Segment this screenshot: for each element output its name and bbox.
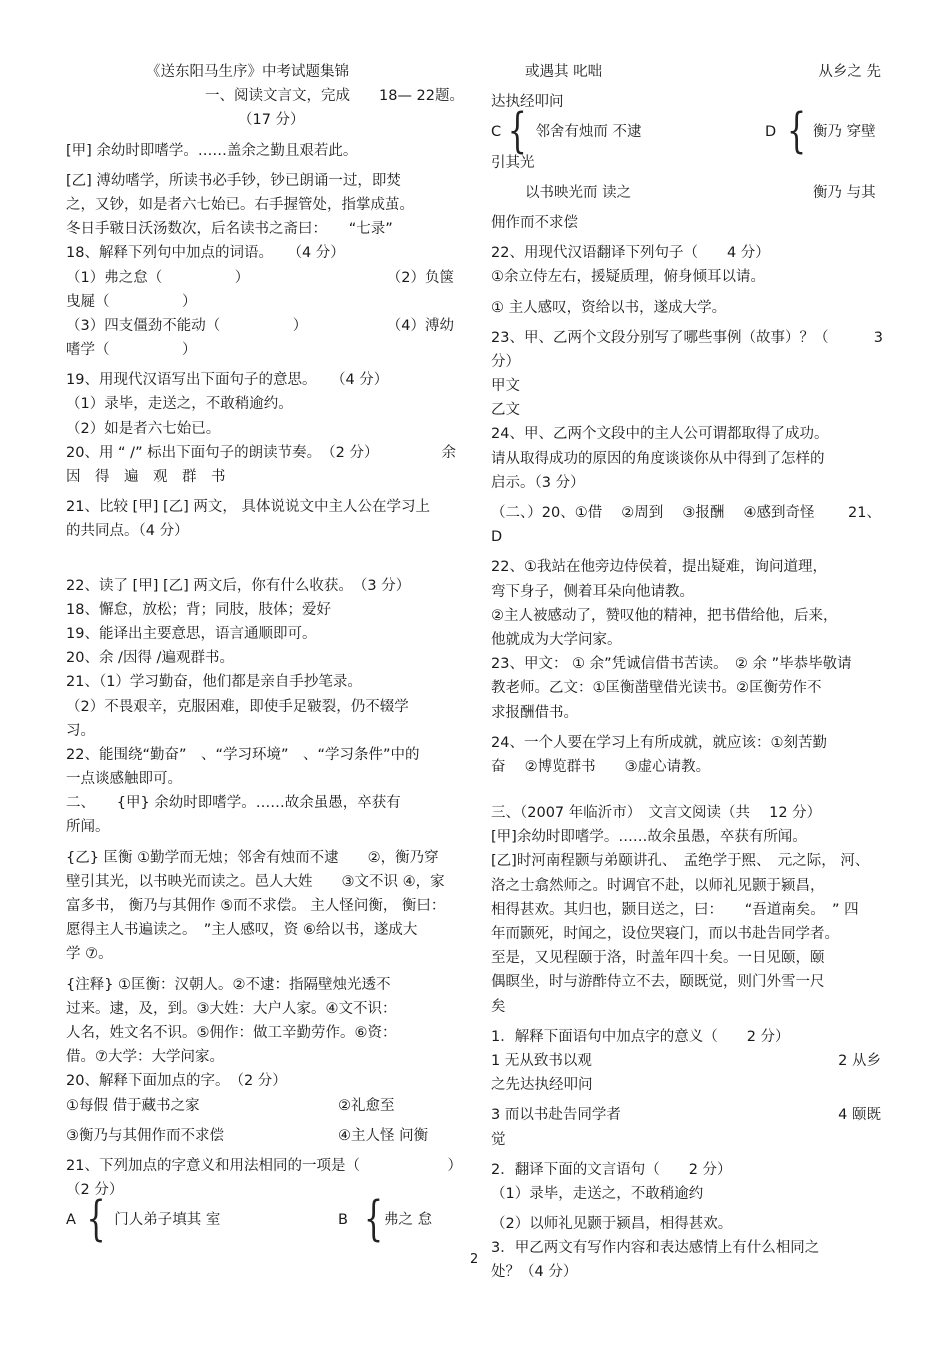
right-line: 达执经叩问: [491, 94, 564, 111]
answer-22-right-cont: 弯下身子，侧着耳朵向他请教。: [491, 583, 694, 600]
question-20-first-char: 余: [441, 444, 456, 461]
section-3-line: 洛之士翕然师之。时调官不赴，以师礼见颢于颍昌，: [491, 877, 825, 894]
passage-2-line: 愿得主人书遍读之。 ”主人感叹，资 ⑥给以书，遂成大: [66, 922, 418, 939]
passage-2-line: {乙} 匡衡 ①勤学而无烛；邻舍有烛而不逮 ②，衡乃穿: [66, 849, 439, 866]
question-18-item: [66, 266, 462, 290]
option-c-text: 邻舍有烛而 不逮: [535, 124, 642, 141]
options-c-d-row: [491, 103, 887, 160]
question-20b-row: ③衡乃与其佣作而不求偿 ④主人怪 问衡: [66, 1127, 429, 1144]
option-d-text: 衡乃 穿壁: [813, 124, 876, 141]
annotation-line: 借。⑦大学：大学问家。: [66, 1049, 224, 1066]
answer-23-right-cont: 求报酬借书。: [491, 704, 578, 721]
answer-20-right: （二、）20、①借 ②周到 ③报酬 ④感到奇怪 21、: [491, 505, 881, 521]
answer-22: 22、能围绕“勤奋” 、“学习环境” 、“学习条件”中的: [66, 746, 420, 763]
question-21-cont: 的共同点。（4 分）: [66, 523, 189, 540]
passage-yi-line: [乙] 溥幼嗜学，所读书必手钞，钞已朗诵一过，即焚: [66, 172, 401, 189]
section-3-heading: 三、（2007 年临沂市） 文言文阅读（共 12 分）: [491, 805, 822, 822]
annotation-line: {注释} ①匡衡：汉朝人。②不逮：指隔壁烛光透不: [66, 976, 391, 993]
question-22: 22、读了 [甲] [乙] 两文后，你有什么收获。 （3 分）: [66, 577, 411, 594]
question-19-2: （2）如是者六七始已。: [66, 420, 221, 437]
question-1: 1．解释下面语句中加点字的意义（ 2 分）: [491, 1028, 790, 1045]
answer-22-right-2: ②主人被感动了，赞叹他的精神，把书借给他，后来，: [491, 607, 838, 624]
passage-jia-line: [甲] 余幼时即嗜学。……盖余之勤且艰若此。: [66, 142, 358, 159]
label-yiwen: 乙文: [491, 402, 520, 419]
question-18-4: （4）溥幼: [386, 317, 454, 334]
question-18: 18、解释下列句中加点的词语。 （4 分）: [66, 245, 345, 262]
option-a-label: A: [66, 1212, 76, 1229]
question-18-4-cont: 嗜学（ ）: [66, 342, 197, 359]
answer-22-right-2-cont: 他就成为大学问家。: [491, 631, 622, 648]
question-1-row: 1 无从致书以观 2 从乡: [491, 1052, 881, 1069]
question-18-1: （1）弗之怠（ ）: [66, 269, 250, 286]
answer-23-right-cont: 教老师。乙文：①匡衡凿壁借光读书。②匡衡劳作不: [491, 680, 822, 697]
section-1-heading: 一、阅读文言文，完成 18— 22题。: [205, 88, 465, 105]
document-title: 《送东阳马生序》中考试题集锦: [146, 64, 349, 80]
section-2-heading-cont: 所闻。: [66, 819, 110, 836]
section-3-line: 至是，又见程颐于洛，时盖年四十矣。一日见颐，颐: [491, 950, 825, 967]
question-20: 20、用 “ /” 标出下面句子的朗读节奏。 （2 分） 余: [66, 441, 462, 465]
question-24: 24、甲、乙两个文段中的主人公可谓都取得了成功。: [491, 426, 829, 443]
question-19: 19、用现代汉语写出下面句子的意思。 （4 分）: [66, 372, 389, 389]
section-1-score: （17 分）: [238, 112, 305, 129]
option-d-label: D: [765, 124, 777, 141]
page-number: 2: [470, 1252, 479, 1267]
right-column: [491, 60, 887, 1285]
question-21b-score: （2 分）: [66, 1182, 124, 1199]
answer-18: 18、懈怠，放松；背；同肢，肢体；爱好: [66, 601, 331, 618]
question-3: 3．甲乙两文有写作内容和表达感情上有什么相同之: [491, 1240, 820, 1257]
question-21: 21、比较 [甲] [乙] 两文， 具体说说文中主人公在学习上: [66, 499, 431, 516]
question-22-item: ①余立侍左右，援疑质理，俯身倾耳以请。: [491, 269, 765, 286]
section-2-heading: 二、 {甲} 余幼时即嗜学。……故余虽愚，卒获有: [66, 795, 401, 812]
question-19-1: （1）录毕，走送之，不敢稍逾约。: [66, 396, 293, 413]
answer-22-cont: 一点谈感触即可。: [66, 771, 182, 788]
option-a-text: 门人弟子填其 室: [114, 1212, 221, 1229]
options-c-d-row2: 以书映光而 读之 衡乃 与其: [525, 184, 876, 201]
passage-yi-line: 之，又钞，如是者六七始已。右手握管处，指掌成茧。: [66, 196, 414, 213]
label-jiawen: 甲文: [491, 378, 520, 395]
section-3-line: [甲]余幼时即嗜学。……故余虽愚，卒获有所闻。: [491, 829, 807, 846]
answer-20: 20、余 /因得 /遍观群书。: [66, 650, 234, 667]
question-24-cont: 启示。（3 分）: [491, 474, 585, 491]
question-2-item: （2）以师礼见颢于颍昌，相得甚欢。: [491, 1216, 733, 1233]
answer-23-right: 23、甲文： ① 余”凭诚信借书苦读。 ② 余 ”毕恭毕敬请: [491, 656, 852, 673]
answer-19: 19、能译出主要意思，语言通顺即可。: [66, 625, 317, 642]
question-20b: 20、解释下面加点的字。 （2 分）: [66, 1073, 287, 1090]
question-2-item: （1）录毕，走送之，不敢稍逾约: [491, 1185, 704, 1202]
section-3-line: [乙]时河南程颢与弟颐讲孔、 孟绝学于熙、 元之际， 河、: [491, 853, 870, 870]
question-21b: 21、下列加点的字意义和用法相同的一项是（ ）: [66, 1157, 462, 1174]
left-brace-icon: {: [507, 103, 527, 160]
question-23: 23、甲、乙两个文段分别写了哪些事例（故事）？（ 3: [491, 329, 883, 346]
question-20-sentence: 因 得 遍 观 群 书: [66, 469, 226, 485]
question-23-cont: 分）: [491, 353, 520, 370]
answer-21-2: （2）不畏艰辛，克服困难，即使手足皲裂，仍不辍学: [66, 698, 409, 715]
question-21b-options: [66, 1191, 462, 1248]
question-20b-row: ①每假 借于藏书之家 ②礼愈至: [66, 1097, 395, 1114]
answer-24-right: 24、一个人要在学习上有所成就，就应该：①刻苦勤: [491, 734, 827, 751]
question-24-cont: 请从取得成功的原因的角度谈谈你从中得到了怎样的: [491, 450, 825, 467]
question-1-row: 3 而以书赴告同学者 4 颐既: [491, 1107, 881, 1124]
option-b-label: B: [338, 1212, 348, 1229]
left-brace-icon: {: [86, 1191, 106, 1248]
section-3-line: 矣: [491, 998, 506, 1015]
annotation-line: 人名，姓文名不识。⑤佣作：做工辛勤劳作。⑥资：: [66, 1024, 397, 1041]
left-brace-icon: {: [787, 103, 807, 160]
question-1-row-cont: 觉: [491, 1131, 506, 1148]
question-22-right: 22、用现代汉语翻译下列句子（ 4 分）: [491, 245, 770, 262]
section-3-line: 相得甚欢。其归也，颢目送之，曰： “吾道南矣。 ” 四: [491, 901, 859, 918]
answer-21-right: D: [491, 529, 503, 546]
passage-yi-line: 冬日手皲日沃汤数次，后名读书之斋曰： “七录”: [66, 221, 393, 238]
question-18-3: （3）四支僵劲不能动（ ）: [66, 317, 308, 334]
question-18-2: （2）负箧: [386, 269, 454, 286]
left-column: [66, 60, 465, 1248]
option-c-label: C: [491, 124, 502, 141]
passage-2-line: 壁引其光，以书映光而读之。邑人大姓 ③文不识 ④，家: [66, 873, 445, 890]
question-18-item: [66, 314, 462, 338]
question-2: 2．翻译下面的文言语句（ 2 分）: [491, 1161, 732, 1178]
question-1-row-cont: 之先达执经叩问: [491, 1077, 593, 1094]
question-3-cont: 处？（4 分）: [491, 1264, 578, 1281]
right-line: 引其光: [491, 154, 535, 171]
right-line: 佣作而不求偿: [491, 214, 578, 231]
answer-22-right: 22、①我站在他旁边侍侯着，提出疑难，询问道理，: [491, 559, 827, 576]
annotation-line: 过来。逮，及，到。③大姓：大户人家。④文不识：: [66, 1000, 397, 1017]
option-a-b-second-row: 或遇其 叱咄 从乡之 先: [525, 64, 881, 80]
option-b-text: 弗之 怠: [384, 1212, 433, 1229]
question-22-item: ① 主人感叹，资给以书，遂成大学。: [491, 299, 727, 316]
passage-2-line: 学 ⑦。: [66, 946, 113, 963]
answer-21-1: 21、（1）学习勤奋，他们都是亲自手抄笔录。: [66, 674, 362, 691]
answer-24-right-cont: 奋 ②博览群书 ③虚心请教。: [491, 758, 711, 775]
answer-21-2-cont: 习。: [66, 722, 95, 739]
section-3-line: 偶瞑坐，时与游酢侍立不去，颐既觉，则门外雪一尺: [491, 974, 825, 991]
section-3-line: 年而颢死，时闻之，设位哭寝门，而以书赴告同学者。: [491, 926, 839, 942]
question-18-2-cont: 曳屣（ ）: [66, 293, 197, 310]
left-brace-icon: {: [364, 1191, 384, 1248]
passage-2-line: 富多书， 衡乃与其佣作 ⑤而不求偿。 主人怪问衡， 衡曰：: [66, 898, 446, 914]
